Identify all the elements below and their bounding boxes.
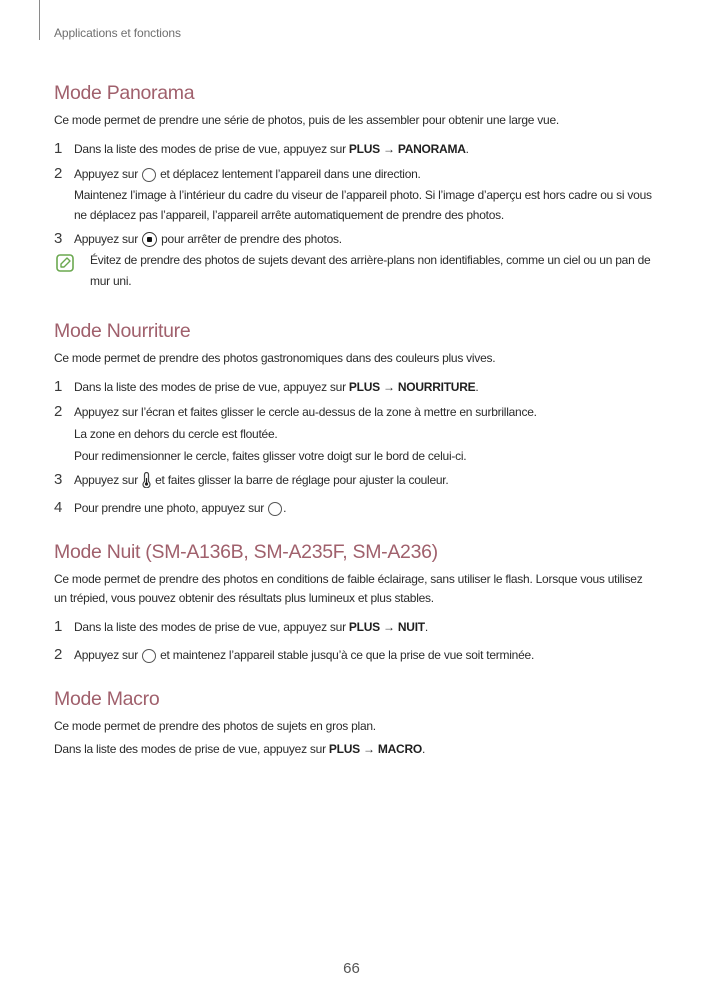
period: . xyxy=(283,501,287,515)
step-detail: Maintenez l’image à l’intérieur du cadre du viseur de l’appareil photo. Si l’image d’aperçu est hors cadre ou si vous ne déplacez pas l’appareil, l’appareil arrête automatiquement de prendre des photos. xyxy=(74,188,652,222)
step-4 xyxy=(54,497,654,519)
shutter-circle-icon xyxy=(268,502,282,516)
step-3 xyxy=(54,469,654,495)
section-intro: Ce mode permet de prendre des photos gastronomiques dans des couleurs plus vives. xyxy=(54,351,496,365)
section-night xyxy=(54,541,654,666)
section-intro: Ce mode permet de prendre des photos de sujets en gros plan. xyxy=(54,719,376,733)
section-title: Mode Panorama xyxy=(54,82,195,104)
step-number: 1 xyxy=(54,378,63,395)
step-detail: La zone en dehors du cercle est floutée. xyxy=(74,427,278,441)
step-1 xyxy=(54,138,654,160)
step-number: 2 xyxy=(54,165,63,182)
macro-instruction xyxy=(54,740,654,759)
step-text: Dans la liste des modes de prise de vue, appuyez sur xyxy=(74,380,349,394)
section-macro xyxy=(54,688,654,759)
section-title: Mode Nuit (SM-A136B, SM-A235F, SM-A236) xyxy=(54,541,438,563)
step-text: Appuyez sur xyxy=(74,648,142,662)
step-1 xyxy=(54,376,654,398)
menu-macro: MACRO xyxy=(377,742,422,756)
step-text: Appuyez sur xyxy=(74,167,142,181)
section-title: Mode Macro xyxy=(54,688,160,710)
step-text: Appuyez sur xyxy=(74,473,142,487)
note-text: Évitez de prendre des photos de sujets devant des arrière-plans non identifiables, comme un ciel ou un pan de mur uni. xyxy=(90,253,651,288)
menu-panorama: PANORAMA xyxy=(397,142,466,156)
step-number: 1 xyxy=(54,140,63,157)
step-number: 2 xyxy=(54,646,63,663)
step-text: Dans la liste des modes de prise de vue, appuyez sur xyxy=(74,620,349,634)
step-number: 4 xyxy=(54,499,63,516)
step-2 xyxy=(54,644,654,666)
note-pencil-icon xyxy=(56,254,74,279)
period: . xyxy=(424,620,428,634)
note xyxy=(54,250,654,292)
step-2 xyxy=(54,163,654,225)
step-text: Dans la liste des modes de prise de vue, appuyez sur xyxy=(74,142,349,156)
header-divider xyxy=(39,0,40,40)
step-3 xyxy=(54,228,654,250)
step-number: 1 xyxy=(54,618,63,635)
shutter-circle-icon xyxy=(142,168,156,182)
thermometer-icon xyxy=(142,472,151,495)
step-number: 2 xyxy=(54,403,63,420)
menu-plus: PLUS xyxy=(348,620,380,634)
shutter-circle-icon xyxy=(142,649,156,663)
arrow: → xyxy=(379,620,398,634)
step-text: Pour prendre une photo, appuyez sur xyxy=(74,501,268,515)
running-header: Applications et fonctions xyxy=(54,26,181,40)
step-text: et maintenez l’appareil stable jusqu’à ce que la prise de vue soit terminée. xyxy=(157,648,535,662)
menu-plus: PLUS xyxy=(348,142,380,156)
period: . xyxy=(421,742,426,756)
period: . xyxy=(465,142,469,156)
step-detail: Pour redimensionner le cercle, faites glisser votre doigt sur le bord de celui-ci. xyxy=(74,449,467,463)
menu-plus: PLUS xyxy=(348,380,380,394)
section-food xyxy=(54,320,654,519)
page-number: 66 xyxy=(343,960,360,977)
step-2 xyxy=(54,401,654,467)
page-content xyxy=(54,82,654,767)
step-text: et faites glisser la barre de réglage pour ajuster la couleur. xyxy=(152,473,449,487)
step-text: Appuyez sur l’écran et faites glisser le cercle au-dessus de la zone à mettre en surbrillance. xyxy=(74,405,537,419)
stop-icon xyxy=(142,232,157,247)
arrow: → xyxy=(359,742,378,756)
period: . xyxy=(475,380,479,394)
arrow: → xyxy=(379,142,398,156)
section-title: Mode Nourriture xyxy=(54,320,191,342)
menu-food: NOURRITURE xyxy=(397,380,476,394)
step-number: 3 xyxy=(54,230,63,247)
step-text: et déplacez lentement l’appareil dans une direction. xyxy=(157,167,421,181)
step-1 xyxy=(54,616,654,638)
arrow: → xyxy=(379,380,398,394)
step-number: 3 xyxy=(54,471,63,488)
step-text: Appuyez sur xyxy=(74,232,142,246)
step-text: pour arrêter de prendre des photos. xyxy=(158,232,342,246)
section-intro: Ce mode permet de prendre une série de photos, puis de les assembler pour obtenir une large vue. xyxy=(54,113,559,127)
step-text: Dans la liste des modes de prise de vue, appuyez sur xyxy=(54,742,329,756)
menu-plus: PLUS xyxy=(328,742,360,756)
section-intro: Ce mode permet de prendre des photos en conditions de faible éclairage, sans utiliser le flash. Lorsque vous utilisez un trépied, vous pouvez obtenir des résultats plus lumineux et plus stables. xyxy=(54,572,643,605)
section-panorama xyxy=(54,82,654,292)
menu-night: NUIT xyxy=(397,620,425,634)
